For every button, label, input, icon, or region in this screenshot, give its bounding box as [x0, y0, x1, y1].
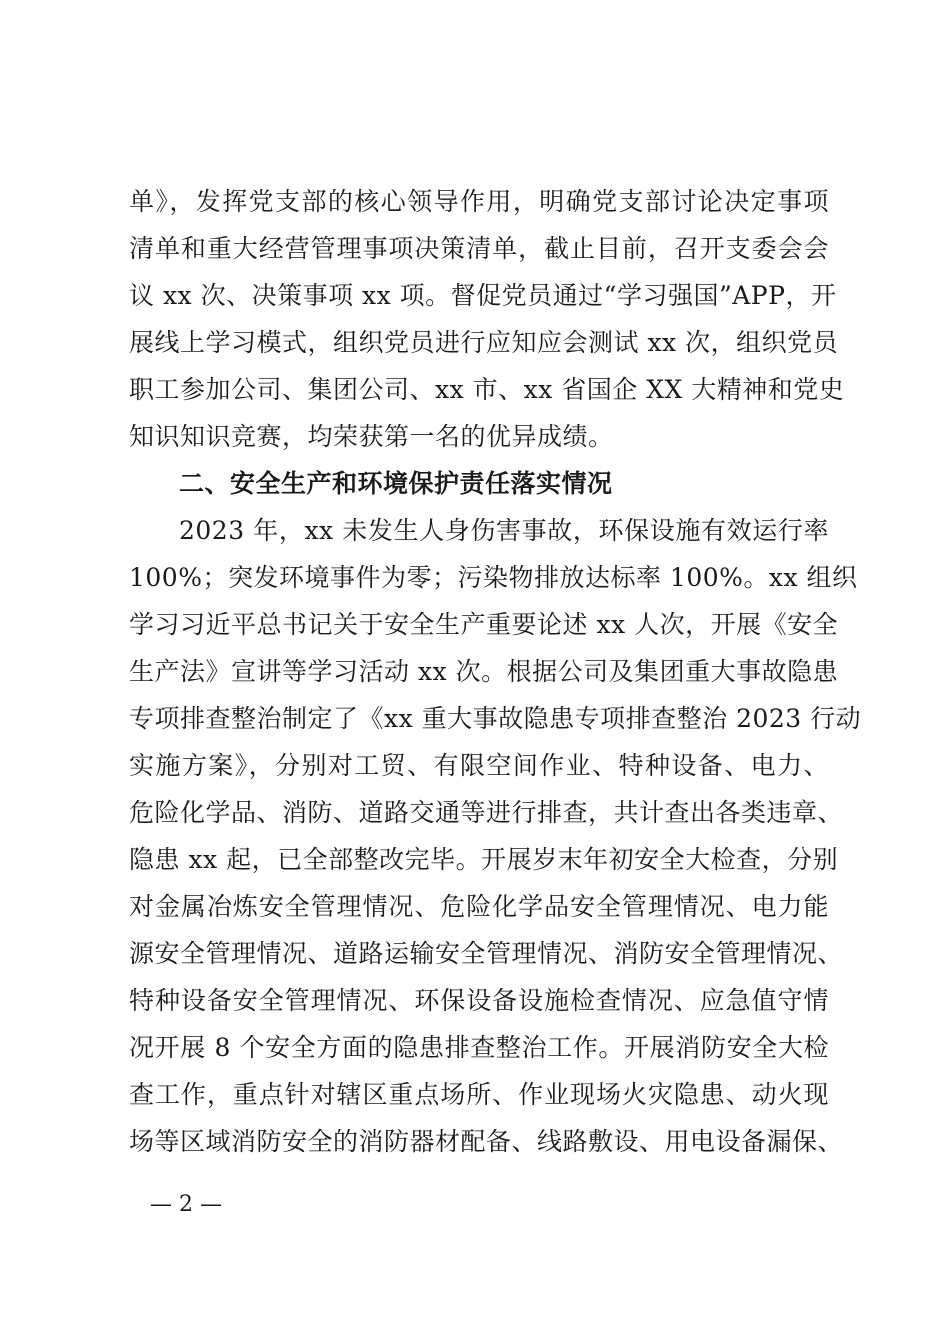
paragraph-line: 隐患 xx 起，已全部整改完毕。开展岁末年初安全大检查，分别 [129, 845, 839, 874]
paragraph-line: 100%；突发环境事件为零；污染物排放达标率 100%。xx 组织 [129, 563, 858, 592]
paragraph-line: 学习习近平总书记关于安全生产重要论述 xx 人次，开展《安全 [129, 610, 839, 639]
document-body [129, 178, 862, 1165]
paragraph-line: 源安全管理情况、道路运输安全管理情况、消防安全管理情况、 [129, 939, 844, 968]
paragraph-line: 查工作，重点针对辖区重点场所、作业现场火灾隐患、动火现 [129, 1080, 829, 1109]
paragraph-line: 专项排查整治制定了《xx 重大事故隐患专项排查整治 2023 行动 [129, 704, 862, 733]
paragraph-line: 职工参加公司、集团公司、xx 市、xx 省国企 XX 大精神和党史 [129, 375, 845, 404]
paragraph-line: 危险化学品、消防、道路交通等进行排查，共计查出各类违章、 [129, 798, 844, 827]
paragraph-line: 况开展 8 个安全方面的隐患排查整治工作。开展消防安全大检 [129, 1033, 829, 1062]
paragraph-line: 议 xx 次、决策事项 xx 项。督促党员通过“学习强国”APP，开 [129, 281, 837, 310]
paragraph-line: 特种设备安全管理情况、环保设备设施检查情况、应急值守情 [129, 986, 829, 1015]
paragraph-line: 生产法》宣讲等学习活动 xx 次。根据公司及集团重大事故隐患 [129, 657, 839, 686]
paragraph-line: 对金属冶炼安全管理情况、危险化学品安全管理情况、电力能 [129, 892, 829, 921]
paragraph-line: 场等区域消防安全的消防器材配备、线路敷设、用电设备漏保、 [129, 1127, 844, 1156]
paragraph-line: 知识知识竞赛，均荣获第一名的优异成绩。 [129, 422, 614, 451]
paragraph-line: 展线上学习模式，组织党员进行应知应会测试 xx 次，组织党员 [129, 328, 839, 357]
paragraph-line: 单》，发挥党支部的核心领导作用，明确党支部讨论决定事项 [129, 187, 829, 216]
paragraph-line: 实施方案》，分别对工贸、有限空间作业、特种设备、电力、 [129, 751, 829, 780]
page-number: — 2 — [150, 1192, 222, 1217]
section-heading: 二、安全生产和环境保护责任落实情况 [179, 469, 613, 498]
paragraph-line: 清单和重大经营管理事项决策清单，截止目前，召开支委会会 [129, 234, 829, 263]
paragraph-line: 2023 年，xx 未发生人身伤害事故，环保设施有效运行率 [179, 516, 829, 545]
